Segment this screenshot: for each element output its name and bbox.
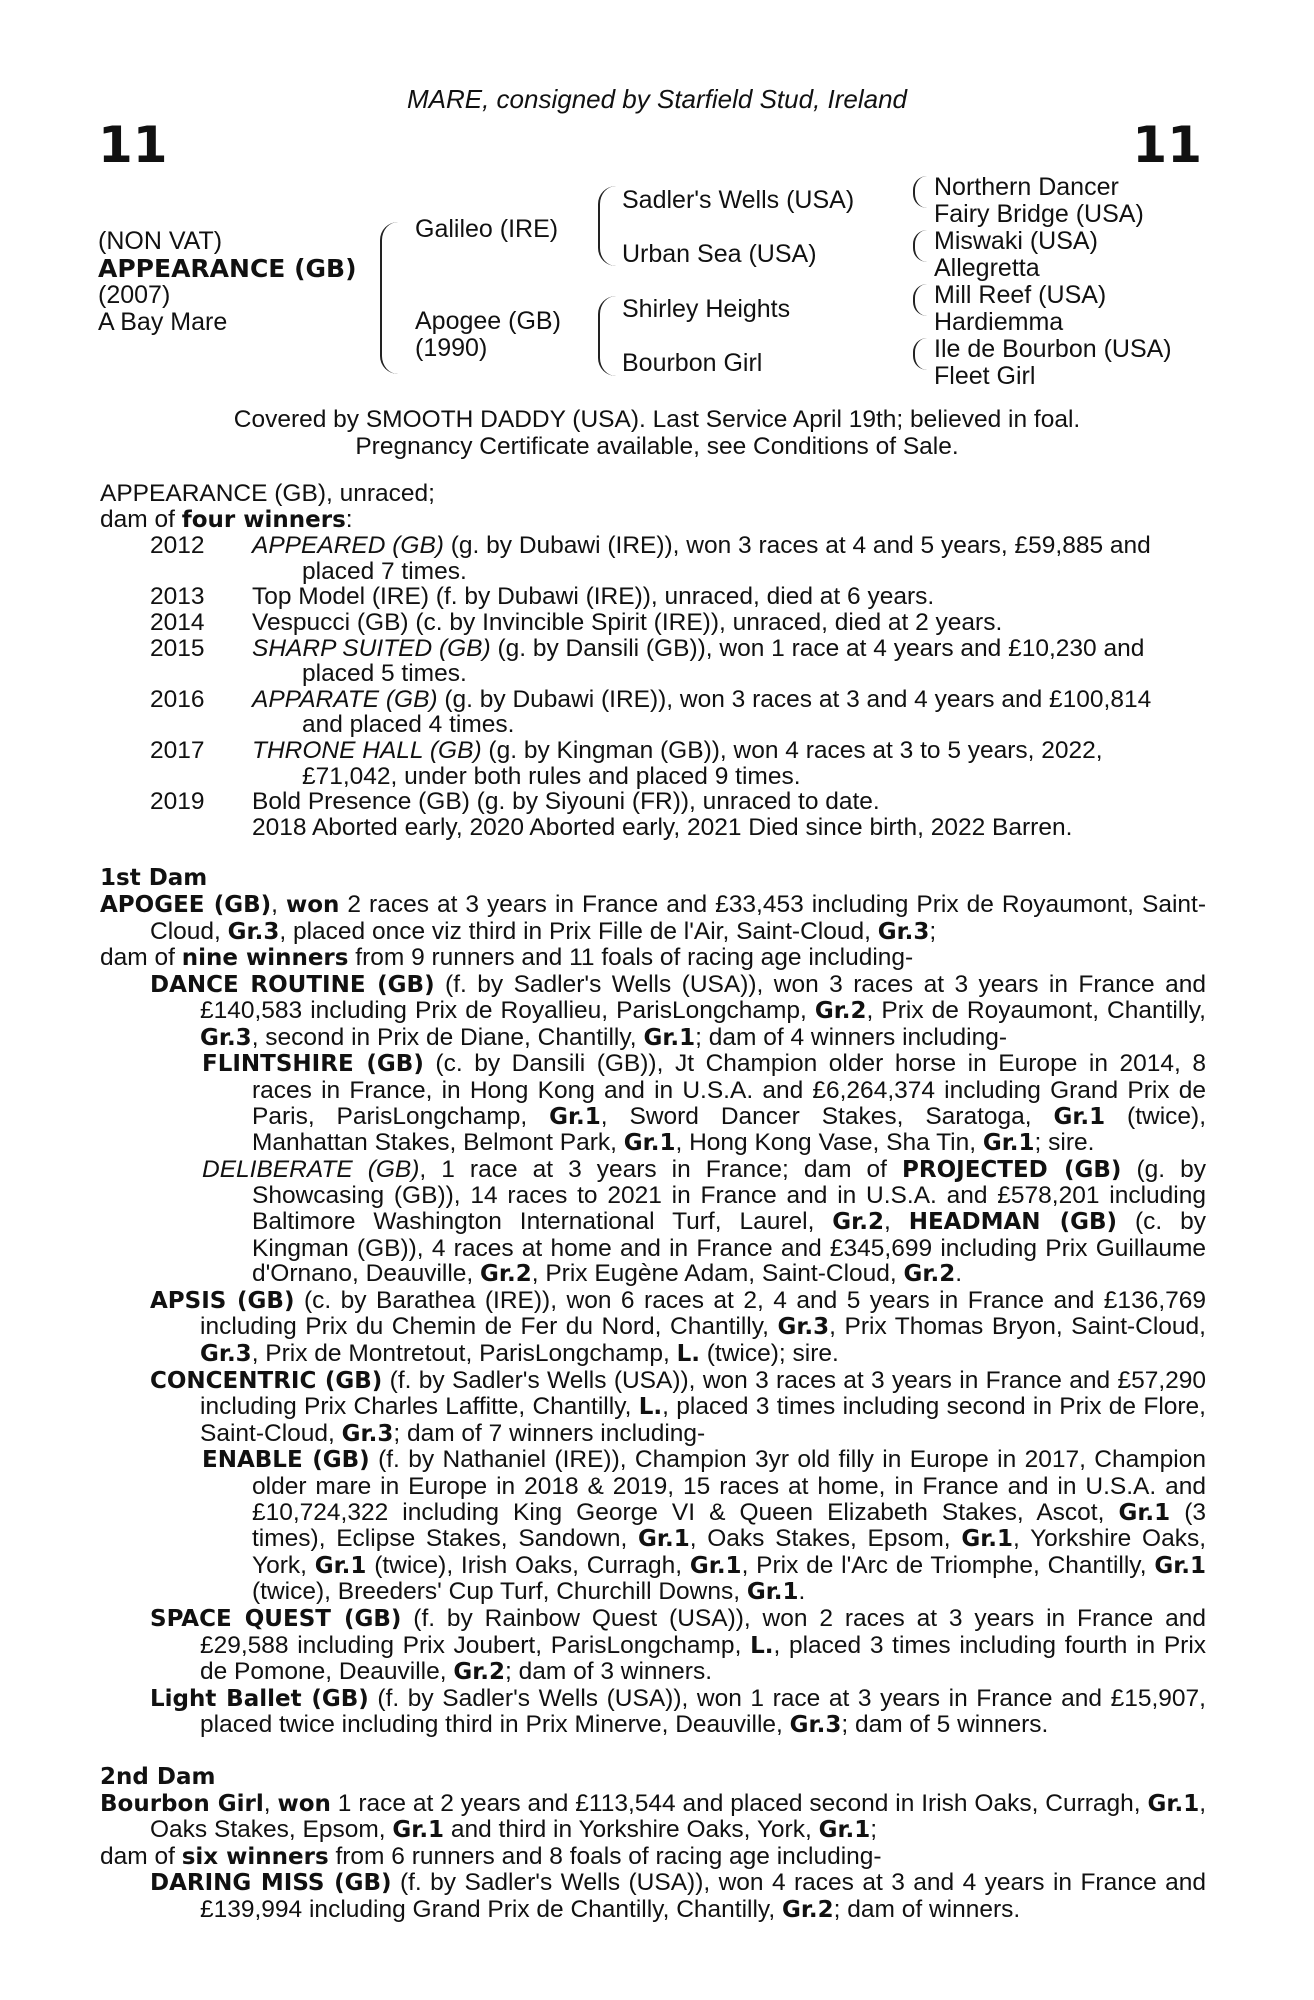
- pedigree-sire: Galileo (IRE): [415, 215, 559, 243]
- pedigree-dam-year: (1990): [415, 334, 488, 362]
- horse-description: A Bay Mare: [98, 308, 228, 336]
- pedigree-brace-main: [380, 222, 404, 374]
- first-dam-record: APOGEE (GB), won 2 races at 3 years in France and £33,453 including Prix de Royaumont, Saint-Cloud, Gr.3, placed once viz third in Prix Fille de l'Air, Saint-Cloud, Gr.3;: [100, 890, 1206, 945]
- pedigree-brace-dam: [598, 296, 622, 376]
- covered-note: [0, 406, 1314, 460]
- entry-light-ballet: Light Ballet (GB) (f. by Sadler's Wells (USA)), won 1 race at 3 years in France and £15,907, placed twice including third in Prix Minerve, Deauville, Gr.3; dam of 5 winners.: [150, 1684, 1206, 1739]
- catalogue-body: [0, 481, 1206, 1923]
- pedigree-g3-8: Fleet Girl: [934, 362, 1036, 390]
- pedigree-dam-dam: Bourbon Girl: [622, 349, 763, 377]
- pedigree-g3-6: Hardiemma: [934, 308, 1064, 336]
- horse-vat: (NON VAT): [98, 227, 223, 255]
- pedigree-brace-sire: [598, 186, 622, 266]
- produce-item-2016: 2016 APPARATE (GB) (g. by Dubawi (IRE)), won 3 races at 3 and 4 years and £100,814 and placed 4 times.: [150, 685, 1152, 739]
- entry-deliberate: DELIBERATE (GB), 1 race at 3 years in France; dam of PROJECTED (GB) (g. by Showcasing (GB)), 14 races to 2021 in France and in U.S.A. and £578,201 including Baltimore Washington International Turf, Laurel, Gr.2, HEADMAN (GB) (c. by Kingman (GB)), 4 races at home and in France and £345,699 including Prix Guillaume d'Ornano, Deauville, Gr.2, Prix Eugène Adam, Saint-Cloud, Gr.2.: [202, 1155, 1206, 1288]
- entry-space-quest: SPACE QUEST (GB) (f. by Rainbow Quest (USA)), won 2 races at 3 years in France and £29,588 including Prix Joubert, ParisLongchamp, L., placed 3 times including fourth in Prix de Pomone, Deauville, Gr.2; dam of 3 winners.: [150, 1604, 1207, 1686]
- pedigree-sire-sire: Sadler's Wells (USA): [622, 186, 855, 214]
- pedigree-g3-3: Miswaki (USA): [934, 227, 1098, 255]
- horse-name: APPEARANCE (GB): [98, 254, 357, 283]
- pedigree-g3-1: Northern Dancer: [934, 173, 1119, 201]
- entry-concentric: CONCENTRIC (GB) (f. by Sadler's Wells (USA)), won 3 races at 3 years in France and £57,290 including Prix Charles Laffitte, Chantilly, L., placed 3 times including second in Prix de Flore, Saint-Cloud, Gr.3; dam of 7 winners including-: [150, 1366, 1207, 1447]
- horse-year: (2007): [98, 281, 171, 309]
- first-dam-produce-summary: dam of nine winners from 9 runners and 11 foals of racing age including-: [100, 944, 914, 972]
- produce-item-2012: 2012 APPEARED (GB) (g. by Dubawi (IRE)), won 3 races at 4 and 5 years, £59,885 and placed 7 times.: [150, 532, 1151, 585]
- consignor-subtitle: MARE, consigned by Starfield Stud, Ireland: [406, 84, 908, 114]
- covered-line-1: Covered by SMOOTH DADDY (USA). Last Service April 19th; believed in foal.: [233, 406, 1081, 433]
- entry-enable: ENABLE (GB) (f. by Nathaniel (IRE)), Champion 3yr old filly in Europe in 2017, Champion older mare in Europe in 2018 & 2019, 15 races at home, in France and in U.S.A. and £10,724,322 including King George VI & Queen Elizabeth Stakes, Ascot, Gr.1 (3 times), Eclipse Stakes, Sandown, Gr.1, Oaks Stakes, Epsom, Gr.1, Yorkshire Oaks, York, Gr.1 (twice), Irish Oaks, Curragh, Gr.1, Prix de l'Arc de Triomphe, Chantilly, Gr.1 (twice), Breeders' Cup Turf, Churchill Downs, Gr.1.: [202, 1446, 1207, 1606]
- pedigree-sire-dam: Urban Sea (USA): [622, 240, 817, 268]
- entry-dance-routine: DANCE ROUTINE (GB) (f. by Sadler's Wells (USA)), won 3 races at 3 years in France and £140,583 including Prix de Royallieu, ParisLongchamp, Gr.2, Prix de Royaumont, Chantilly, Gr.3, second in Prix de Diane, Chantilly, Gr.1; dam of 4 winners including-: [150, 970, 1206, 1051]
- pedigree-g3-5: Mill Reef (USA): [934, 281, 1107, 309]
- pedigree-g3-4: Allegretta: [934, 254, 1040, 282]
- entry-apsis: APSIS (GB) (c. by Barathea (IRE)), won 6 races at 2, 4 and 5 years in France and £136,769 including Prix du Chemin de Fer du Nord, Chantilly, Gr.3, Prix Thomas Bryon, Saint-Cloud, Gr.3, Prix de Montretout, ParisLongchamp, L. (twice); sire.: [150, 1286, 1206, 1367]
- produce-item-2015: 2015 SHARP SUITED (GB) (g. by Dansili (GB)), won 1 race at 4 years and £10,230 and placed 5 times.: [150, 634, 1145, 688]
- produce-dam-of: dam of four winners:: [100, 505, 353, 533]
- pedigree-g3-7: Ile de Bourbon (USA): [934, 335, 1172, 363]
- pedigree-brace-g3-2: [913, 230, 929, 262]
- produce-item-2017: 2017 THRONE HALL (GB) (g. by Kingman (GB)), won 4 races at 3 to 5 years, 2022, £71,042, under both rules and placed 9 times.: [150, 736, 1103, 790]
- second-dam-heading: 2nd Dam: [100, 1763, 216, 1790]
- entry-daring-miss: DARING MISS (GB) (f. by Sadler's Wells (USA)), won 4 races at 3 and 4 years in France and £139,994 including Grand Prix de Chantilly, Chantilly, Gr.2; dam of winners.: [150, 1869, 1207, 1923]
- pedigree-dam: Apogee (GB): [415, 307, 561, 335]
- lot-number-right: 11: [1132, 116, 1202, 174]
- produce-intro: APPEARANCE (GB), unraced;: [100, 480, 435, 507]
- pedigree-dam-sire: Shirley Heights: [622, 295, 791, 323]
- first-dam-heading: 1st Dam: [100, 865, 208, 892]
- second-dam-record: Bourbon Girl, won 1 race at 2 years and £113,544 and placed second in Irish Oaks, Curragh, Gr.1, Oaks Stakes, Epsom, Gr.1 and third in Yorkshire Oaks, York, Gr.1;: [100, 1789, 1207, 1844]
- pedigree-g3-2: Fairy Bridge (USA): [934, 200, 1144, 228]
- pedigree-brace-g3-1: [913, 176, 929, 208]
- second-dam-produce-summary: dam of six winners from 6 runners and 8 foals of racing age including-: [100, 1842, 882, 1870]
- lot-number-left: 11: [98, 116, 168, 174]
- produce-item-2019: 2019 Bold Presence (GB) (g. by Siyouni (FR)), unraced to date. 2018 Aborted early, 2020 Aborted early, 2021 Died since birth, 2022 Barren.: [150, 788, 1073, 841]
- pedigree-brace-g3-4: [913, 338, 929, 370]
- covered-line-2: Pregnancy Certificate available, see Conditions of Sale.: [355, 433, 959, 460]
- entry-flintshire: FLINTSHIRE (GB) (c. by Dansili (GB)), Jt Champion older horse in Europe in 2014, 8 races in France, in Hong Kong and in U.S.A. and £6,264,374 including Grand Prix de Paris, ParisLongchamp, Gr.1, Sword Dancer Stakes, Saratoga, Gr.1 (twice), Manhattan Stakes, Belmont Park, Gr.1, Hong Kong Vase, Sha Tin, Gr.1; sire.: [202, 1050, 1206, 1157]
- pedigree-brace-g3-3: [913, 284, 929, 316]
- produce-item-2014: 2014 Vespucci (GB) (c. by Invincible Spirit (IRE)), unraced, died at 2 years.: [150, 608, 1003, 636]
- produce-item-2013: 2013 Top Model (IRE) (f. by Dubawi (IRE)), unraced, died at 6 years.: [150, 583, 935, 611]
